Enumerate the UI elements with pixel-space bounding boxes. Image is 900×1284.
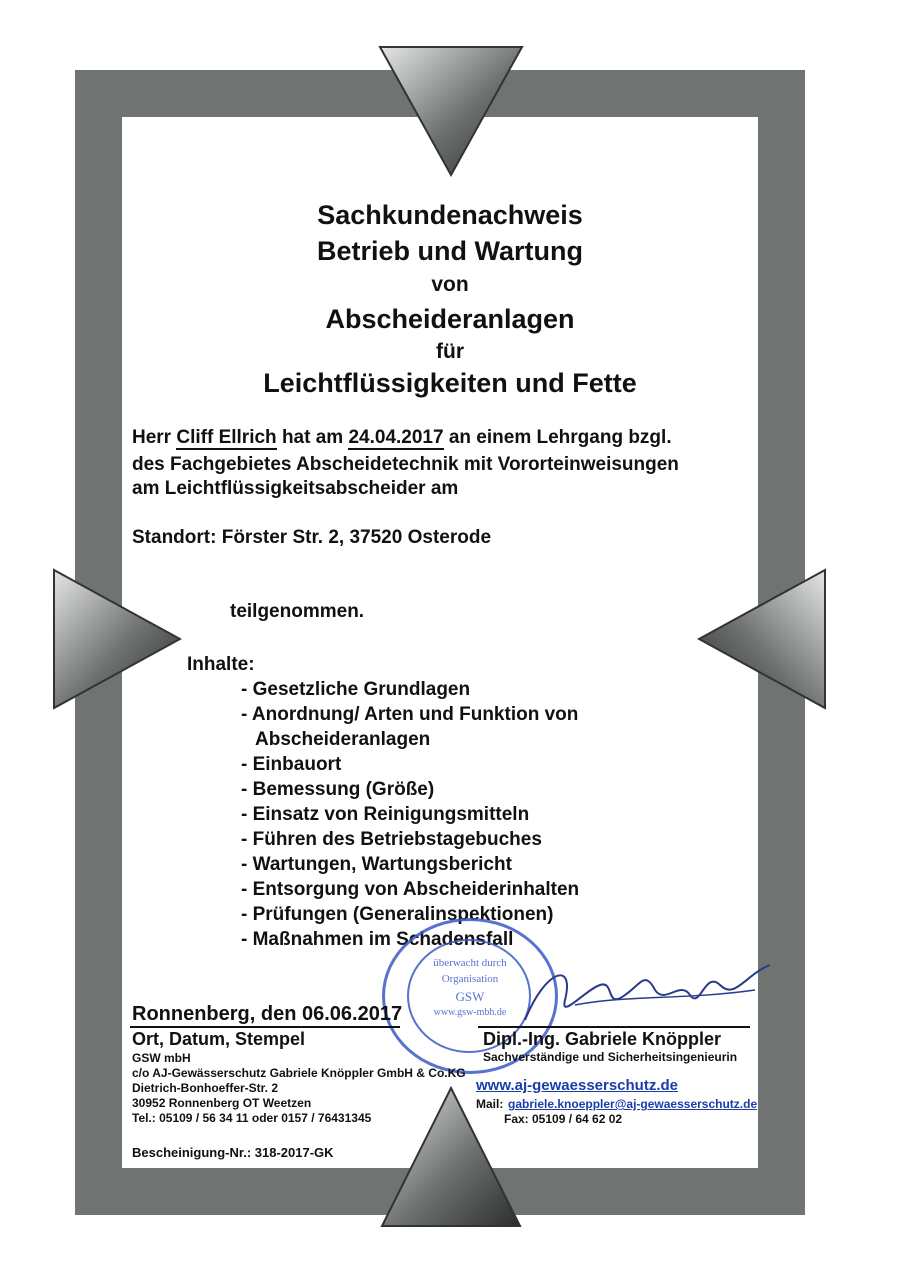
location-line: Standort: Förster Str. 2, 37520 Osterode — [132, 527, 492, 548]
mail-label: Mail: — [476, 1097, 504, 1111]
title-line-3: von — [431, 273, 469, 296]
fax-number: Fax: 05109 / 64 62 02 — [504, 1112, 623, 1126]
participated-text: teilgenommen. — [230, 601, 365, 622]
stamp-text-1: überwacht durch — [433, 957, 507, 969]
contents-item: - Gesetzliche Grundlagen — [241, 679, 471, 700]
body-line-1 — [132, 427, 672, 449]
contents-item: - Entsorgung von Abscheiderinhalten — [241, 879, 580, 900]
title-line-1: Sachkundenachweis — [317, 200, 583, 230]
participant-name: Cliff Ellrich — [176, 427, 277, 448]
contents-item: - Wartungen, Wartungsbericht — [241, 854, 512, 875]
contents-item: - Einsatz von Reinigungsmitteln — [241, 804, 530, 825]
website-link[interactable]: www.aj-gewaesserschutz.de — [476, 1077, 679, 1094]
title-line-5: für — [436, 340, 464, 363]
place-label: Ort, Datum, Stempel — [132, 1029, 306, 1049]
signer-name: Dipl.-Ing. Gabriele Knöppler — [483, 1029, 722, 1049]
title-line-2: Betrieb und Wartung — [317, 236, 583, 266]
body-line-2: des Fachgebietes Abscheidetechnik mit Vororteinweisungen — [132, 454, 679, 475]
stamp-text-2: Organisation — [441, 973, 499, 985]
company-street: Dietrich-Bonhoeffer-Str. 2 — [132, 1081, 279, 1095]
body-line-3: am Leichtflüssigkeitsabscheider am — [132, 478, 459, 499]
place-and-date: Ronnenberg, den 06.06.2017 — [132, 1003, 403, 1025]
top-triangle-ornament — [378, 45, 524, 177]
signature-line — [478, 1026, 750, 1028]
right-triangle-ornament — [697, 568, 827, 710]
handwritten-signature — [505, 950, 775, 1035]
course-date: 24.04.2017 — [348, 427, 444, 448]
contents-item: - Prüfungen (Generalinspektionen) — [241, 904, 554, 925]
place-underline — [130, 1026, 400, 1028]
signer-title: Sachverständige und Sicherheitsingenieurin — [483, 1050, 738, 1064]
left-triangle-ornament — [52, 568, 182, 710]
contents-item: - Bemessung (Größe) — [241, 779, 435, 800]
body-hat-am: hat am — [281, 427, 344, 448]
title-line-6: Leichtflüssigkeiten und Fette — [263, 368, 637, 398]
contents-item: Abscheideranlagen — [255, 729, 431, 750]
contents-heading: Inhalte: — [187, 654, 255, 675]
company-phone: Tel.: 05109 / 56 34 11 oder 0157 / 76431345 — [132, 1111, 372, 1125]
title-line-4: Abscheideranlagen — [325, 304, 575, 334]
company-co: c/o AJ-Gewässerschutz Gabriele Knöppler GmbH & Co.KG — [132, 1066, 466, 1080]
stamp-text-4: www.gsw-mbh.de — [433, 1007, 507, 1018]
company-city: 30952 Ronnenberg OT Weetzen — [132, 1096, 312, 1110]
email-link[interactable]: gabriele.knoeppler@aj-gewaesserschutz.de — [508, 1097, 758, 1111]
certificate-number: Bescheinigung-Nr.: 318-2017-GK — [132, 1145, 334, 1160]
company-name: GSW mbH — [132, 1051, 191, 1065]
contents-item: - Einbauort — [241, 754, 342, 775]
body-rest: an einem Lehrgang bzgl. — [448, 427, 672, 448]
body-herr: Herr — [132, 427, 172, 448]
contents-item: - Anordnung/ Arten und Funktion von — [241, 704, 579, 725]
contents-item: - Führen des Betriebstagebuches — [241, 829, 542, 850]
stamp-text-3: GSW — [455, 989, 485, 1004]
contents-item: - Maßnahmen im Schadensfall — [241, 929, 514, 950]
